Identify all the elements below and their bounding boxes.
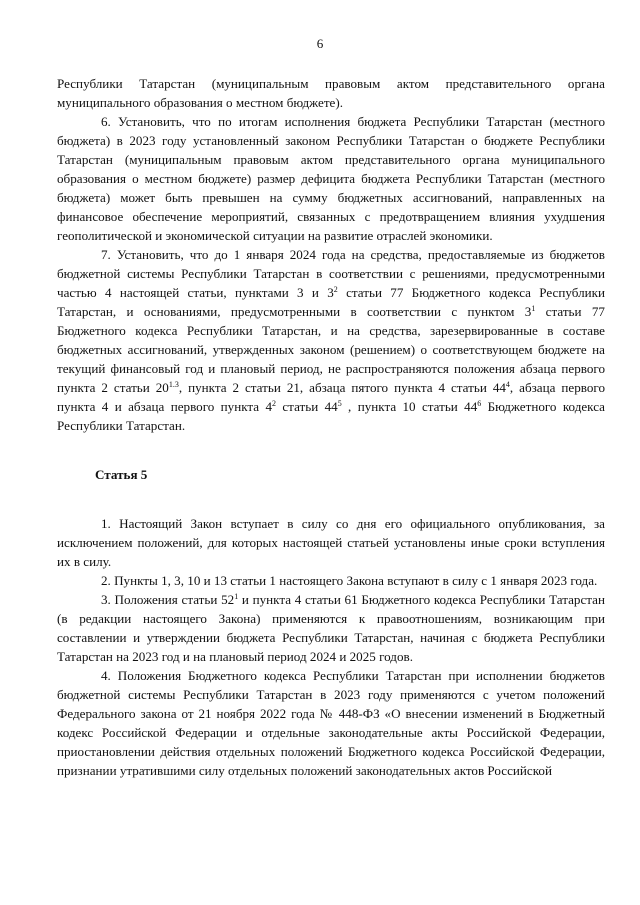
paragraph-item-6: 6. Установить, что по итогам исполнения бюджета Республики Татарстан (местного бюджета) в 2023 году установленный законом Республики Татарстан о бюджете Республики Татарстан (муниципальным правовым актом представительного органа муниципального образования о местном бюджете) размер дефицита бюджета Республики Татарстан (местного бюджета) может быть превышен на сумму бюджетных ассигнований, направленных на финансовое обеспечение мероприятий, связанных с предотвращением влияния ухудшения геополитической и экономической ситуации на развитие отраслей экономики. xyxy=(57,114,605,243)
paragraph-continuation: Республики Татарстан (муниципальным правовым актом представительного органа муниципального образования о местном бюджете). xyxy=(57,76,605,110)
paragraph-article5-item-3: 3. Положения статьи $52^1$ и пункта 4 статьи 61 Бюджетного кодекса Республики Татарстан (в редакции настоящего Закона) применяются к правоотношениям, возникающим при составлении и утверждении бюджета Республики Татарстан, начиная с бюджета Республики Татарстан на 2023 год и на плановый период 2024 и 2025 годов. xyxy=(57,592,605,664)
paragraph-item-7: 7. Установить, что до 1 января 2024 года на средства, предоставляемые из бюджетов бюджетной системы Республики Татарстан в соответствии с решениями, предусмотренными частью 4 настоящей статьи, пунктами 3 и $3^2$ статьи 77 Бюджетного кодекса Республики Татарстан, и основаниями, предусмотренными в соответствии с пунктом $3^1$ статьи 77 Бюджетного кодекса Республики Татарстан, и на средства, зарезервированные в составе бюджетных ассигнований, утвержденных законом (решением) о соответствующем бюджете на текущий финансовый год и плановый период, не распространяются положения абзаца первого пункта 2 статьи $20^{1.3}$, пункта 2 статьи 21, абзаца пятого пункта 4 статьи $44^4$, абзаца первого пункта 4 и абзаца первого пункта $4^2$ статьи $44^5$ , пункта 10 статьи $44^6$ Бюджетного кодекса Республики Татарстан. xyxy=(57,247,605,433)
paragraph-article5-item-4: 4. Положения Бюджетного кодекса Республики Татарстан при исполнении бюджетов бюджетной системы Республики Татарстан в 2023 году применяются с учетом положений Федерального закона от 21 ноября 2022 года № 448-ФЗ «О внесении изменений в Бюджетный кодекс Российской Федерации и отдельные законодательные акты Российской Федерации, приостановлении действия отдельных положений Бюджетного кодекса Российской Федерации, признании утратившими силу отдельных положений законодательных актов Российской xyxy=(57,668,605,778)
paragraph-article5-item-2: 2. Пункты 1, 3, 10 и 13 статьи 1 настоящего Закона вступают в силу с 1 января 2023 года. xyxy=(101,573,598,588)
document-body xyxy=(57,74,605,780)
page-number: 6 xyxy=(316,36,324,51)
article-heading: Статья 5 xyxy=(95,467,148,482)
paragraph-article5-item-1: 1. Настоящий Закон вступает в силу со дня его официального опубликования, за исключением положений, для которых настоящей статьей установлены иные сроки вступления их в силу. xyxy=(57,516,605,569)
